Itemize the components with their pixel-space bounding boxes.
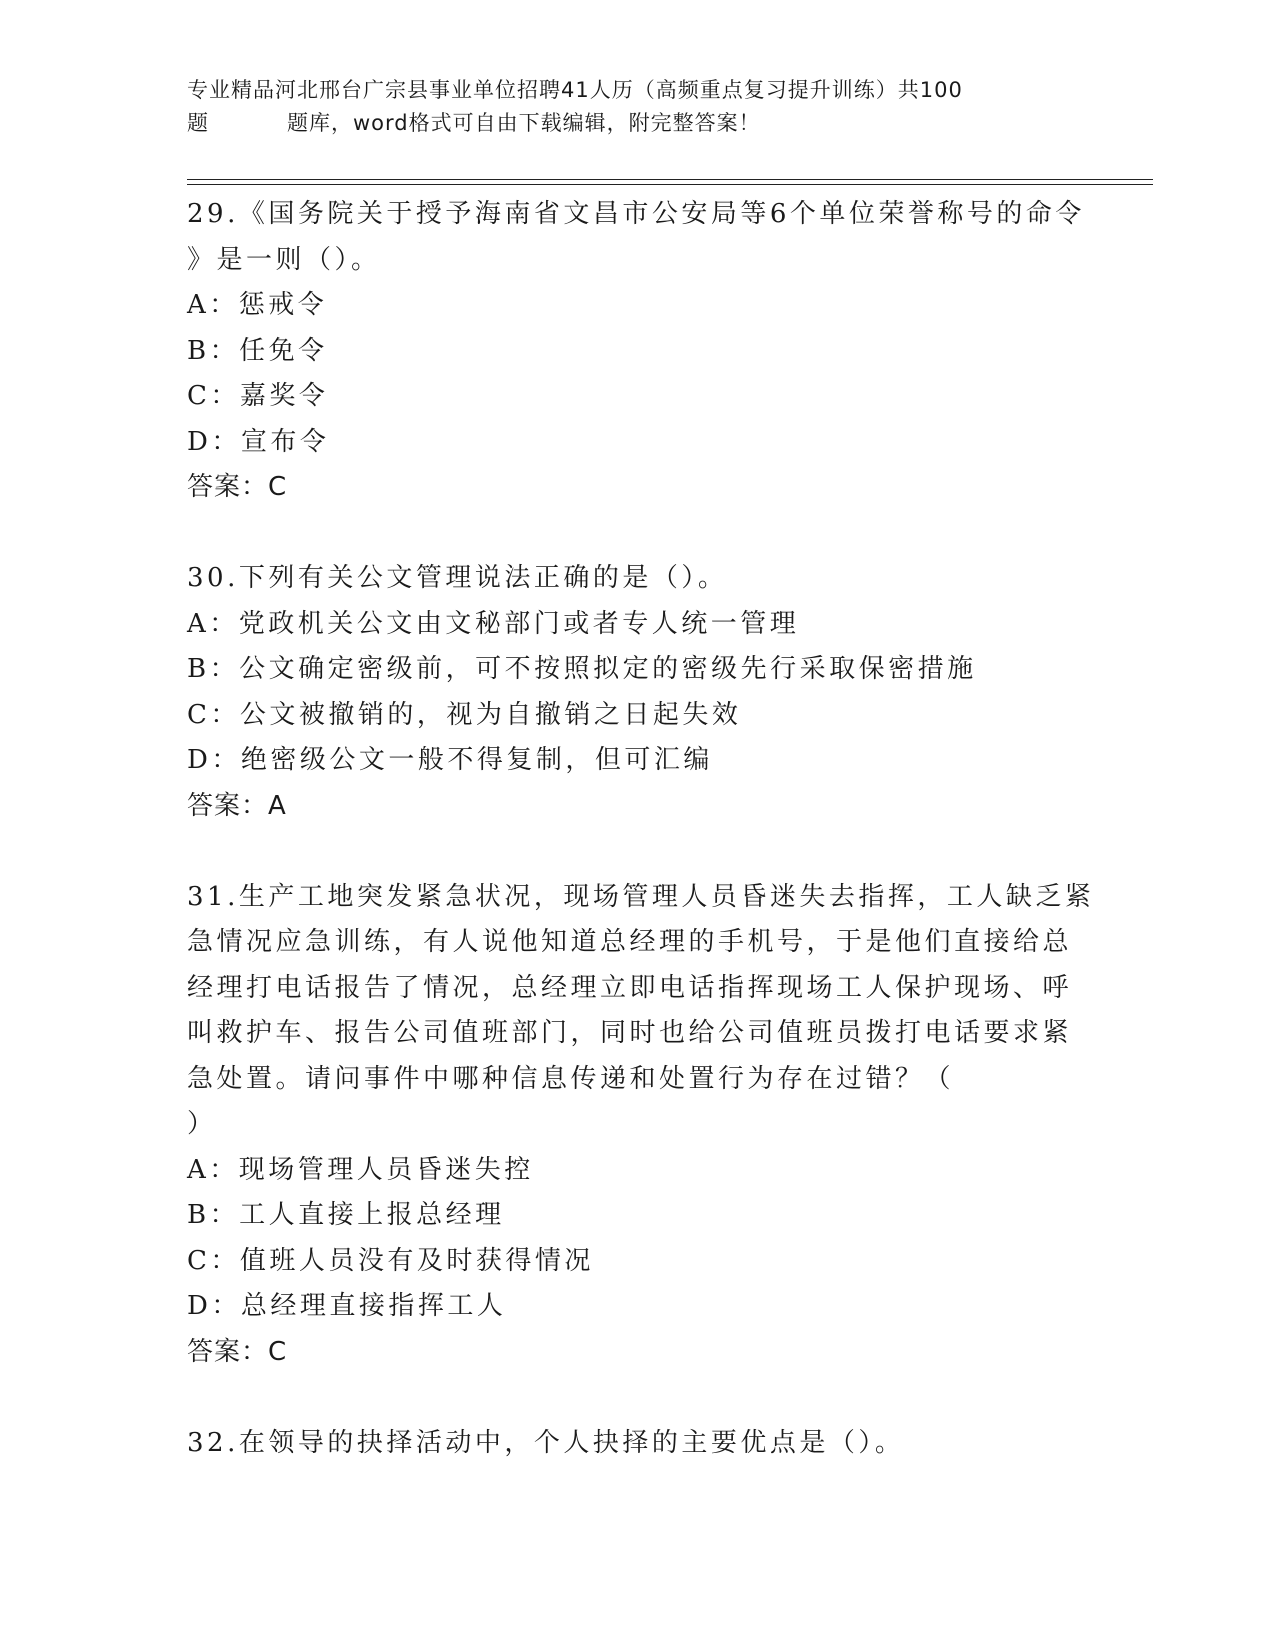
header-title-line-2-right: 题库，word格式可自由下载编辑，附完整答案！ — [287, 111, 761, 135]
option-b: B：公文确定密级前，可不按照拟定的密级先行采取保密措施 — [187, 654, 977, 684]
question-text-line: 叫救护车、报告公司值班部门，同时也给公司值班员拨打电话要求紧 — [187, 1018, 1073, 1048]
header-divider-bottom — [187, 184, 1153, 185]
option-a: A：惩戒令 — [187, 290, 328, 320]
header-title-line-2 — [187, 107, 1077, 140]
question-text-line: 31.生产工地突发紧急状况，现场管理人员昏迷失去指挥，工人缺乏紧 — [187, 881, 1095, 912]
answer-label: 答案：C — [187, 472, 288, 502]
option-d: D：宣布令 — [187, 426, 330, 457]
option-a: A：现场管理人员昏迷失控 — [187, 1154, 534, 1185]
question-text-line: 经理打电话报告了情况，总经理立即电话指挥现场工人保护现场、呼 — [187, 972, 1073, 1003]
question-text-line: ） — [187, 1109, 217, 1139]
question-text-line: 29.《国务院关于授予海南省文昌市公安局等6个单位荣誉称号的命令 — [187, 199, 1085, 229]
question-spacer — [187, 1375, 1087, 1421]
question-text-line: 30.下列有关公文管理说法正确的是（）。 — [187, 563, 728, 593]
option-c: C：嘉奖令 — [187, 381, 329, 411]
option-d: D：绝密级公文一般不得复制，但可汇编 — [187, 745, 713, 775]
question-29 — [187, 192, 1087, 511]
header-divider-top — [187, 179, 1153, 180]
option-d: D：总经理直接指挥工人 — [187, 1291, 507, 1321]
question-text-line: 急处置。请问事件中哪种信息传递和处置行为存在过错？（ — [187, 1063, 955, 1094]
question-32 — [187, 1421, 1087, 1467]
header-title-line-2-left: 题 — [187, 111, 209, 135]
question-text-line: 》是一则（）。 — [187, 244, 381, 275]
question-text-line: 急情况应急训练，有人说他知道总经理的手机号，于是他们直接给总 — [187, 927, 1073, 957]
question-spacer — [187, 829, 1087, 875]
option-c: C：值班人员没有及时获得情况 — [187, 1245, 594, 1276]
question-30 — [187, 556, 1087, 829]
answer-label: 答案：A — [187, 790, 287, 821]
document-header — [187, 74, 1077, 140]
question-spacer — [187, 511, 1087, 557]
answer-label: 答案：C — [187, 1336, 288, 1367]
header-title-line-1: 专业精品河北邢台广宗县事业单位招聘41人历（高频重点复习提升训练）共100 — [187, 78, 963, 102]
question-list — [187, 192, 1095, 1466]
option-c: C：公文被撤销的，视为自撤销之日起失效 — [187, 699, 742, 730]
option-b: B：任免令 — [187, 335, 328, 366]
option-b: B：工人直接上报总经理 — [187, 1200, 505, 1230]
question-text-line: 32.在领导的抉择活动中，个人抉择的主要优点是（）。 — [187, 1427, 905, 1458]
option-a: A：党政机关公文由文秘部门或者专人统一管理 — [187, 608, 800, 639]
question-31 — [187, 875, 1095, 1376]
